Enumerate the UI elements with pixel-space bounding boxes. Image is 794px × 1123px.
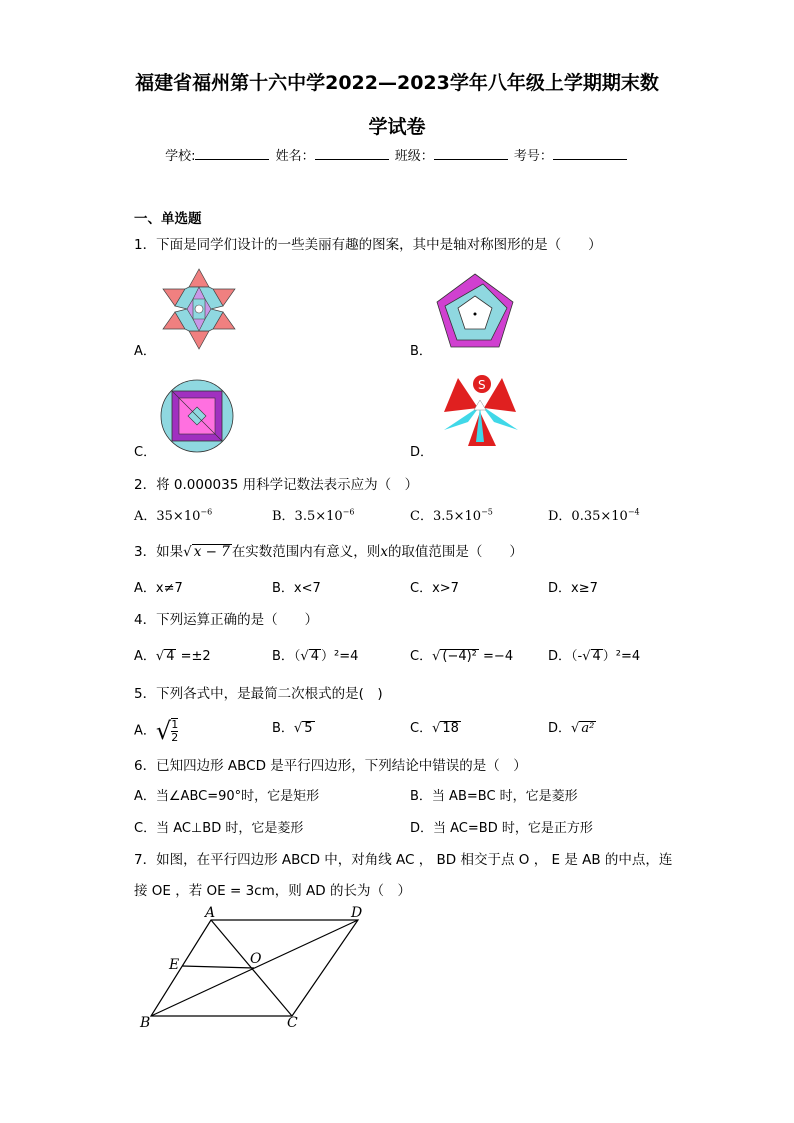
exam-title-line2: 学试卷 xyxy=(368,116,426,138)
q7-label-a: A xyxy=(205,906,216,921)
class-blank[interactable] xyxy=(434,147,508,160)
q4-option-a: A．√ 4 =±2 xyxy=(134,649,211,664)
q5-option-d: D．√ a² xyxy=(548,721,595,736)
name-label: 姓名： xyxy=(275,149,315,164)
q2-text: 2．将 0.000035 用科学记数法表示应为（ ） xyxy=(134,477,419,493)
q5-option-c: C．√ 18 xyxy=(410,721,459,736)
q2-option-b: B．$3.5\times 10^{-6}$ xyxy=(272,507,355,524)
q7-label-o: O xyxy=(250,951,262,967)
number-label: 考号： xyxy=(513,149,553,164)
q1-figure-d xyxy=(438,370,522,454)
q4-option-d: D．（-√ 4 ）²=4 xyxy=(548,649,641,664)
q1-text: 1．下面是同学们设计的一些美丽有趣的图案，其中是轴对称图形的是（ ） xyxy=(134,237,602,253)
q3-option-c: C．x>7 xyxy=(410,581,459,596)
q5-text: 5．下列各式中，是最简二次根式的是( ) xyxy=(134,686,383,702)
q1-figure-b xyxy=(432,270,518,352)
q7-label-d: D xyxy=(351,906,363,921)
q1-figure-a xyxy=(158,266,240,352)
q1-option-b-label: B． xyxy=(410,344,432,359)
q2-option-d: D．$0.35\times 10^{-4}$ xyxy=(548,507,640,524)
q1-option-c-label: C． xyxy=(134,445,157,460)
q7-label-e: E xyxy=(169,957,180,973)
q3-option-d: D．x≥7 xyxy=(548,581,598,596)
q7-text-line2: 接 OE ，若 OE = 3cm，则 AD 的长为（ ） xyxy=(134,883,411,899)
section-heading: 一、单选题 xyxy=(134,211,202,227)
number-blank[interactable] xyxy=(553,147,627,160)
q1-option-a-label: A． xyxy=(134,344,156,359)
q3-option-a: A．x≠7 xyxy=(134,581,183,596)
q5-option-a: A．√ $\frac{1}{2}$ xyxy=(134,717,179,745)
name-blank[interactable] xyxy=(315,147,389,160)
class-label: 班级： xyxy=(394,149,434,164)
svg-text:S: S xyxy=(478,378,486,392)
q7-text-line1: 7．如图，在平行四边形 ABCD 中，对角线 AC ， BD 相交于点 O ， E 是 AB 的中点，连 xyxy=(134,852,673,868)
q4-text: 4．下列运算正确的是（ ） xyxy=(134,612,319,628)
q3-option-b: B．x<7 xyxy=(272,581,321,596)
q1-option-d-label: D． xyxy=(410,445,434,460)
q6-option-b: B．当 AB=BC 时，它是菱形 xyxy=(410,789,578,804)
school-label: 学校: xyxy=(165,149,196,164)
q4-option-b: B．（√ 4 ）²=4 xyxy=(272,649,359,664)
q3-radicand: x − 7 xyxy=(193,544,230,560)
q6-option-c: C．当 AC⊥BD 时，它是菱形 xyxy=(134,821,304,836)
q6-option-d: D．当 AC=BD 时，它是正方形 xyxy=(410,821,593,836)
q7-label-b: B xyxy=(140,1015,151,1031)
student-info-row xyxy=(0,145,794,164)
q1-figure-c xyxy=(158,378,236,454)
school-blank[interactable] xyxy=(195,147,269,160)
q2-option-c: C．$3.5\times 10^{-5}$ xyxy=(410,507,493,524)
q6-text: 6．已知四边形 ABCD 是平行四边形，下列结论中错误的是（ ） xyxy=(134,758,527,774)
q2-option-a: A．$35\times 10^{-6}$ xyxy=(134,507,213,524)
q7-label-c: C xyxy=(287,1015,298,1031)
q3-text: 3．如果√ x − 7 在实数范围内有意义，则x的取值范围是（ ） xyxy=(134,544,523,560)
q4-option-c: C．√ (−4)² =−4 xyxy=(410,649,514,664)
q7-parallelogram-figure xyxy=(138,906,378,1034)
q5-option-b: B．√ 5 xyxy=(272,721,313,736)
exam-title-line1: 福建省福州第十六中学2022—2023学年八年级上学期期末数 xyxy=(135,72,659,94)
q6-option-a: A．当∠ABC=90°时，它是矩形 xyxy=(134,789,320,804)
